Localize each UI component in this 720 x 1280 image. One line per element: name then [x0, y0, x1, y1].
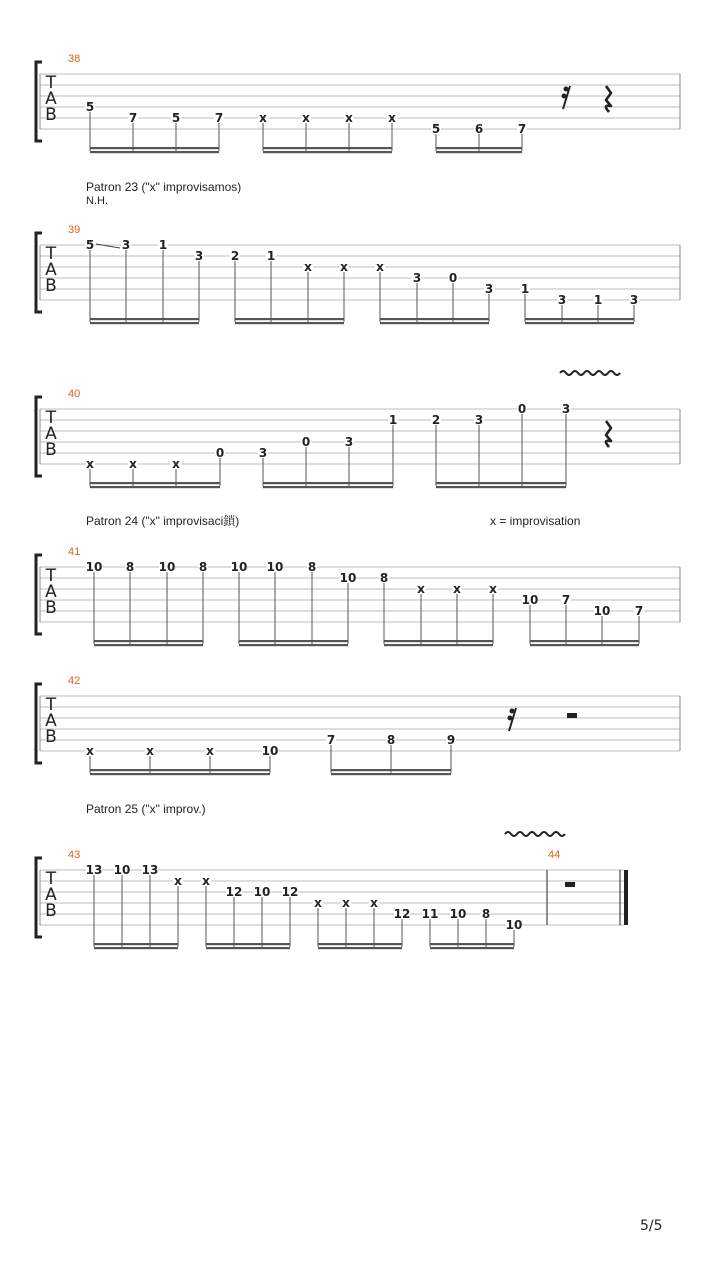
- tab-clef-letter: T: [45, 869, 57, 889]
- half-rest-icon: [567, 713, 577, 718]
- fret-number: 8: [379, 571, 389, 585]
- fret-number: 1: [266, 249, 276, 263]
- beam: [90, 769, 270, 771]
- beam: [436, 151, 522, 153]
- beam: [90, 151, 219, 153]
- fret-number: 10: [230, 560, 248, 574]
- page-number: 5/5: [640, 1218, 663, 1234]
- fret-number: 10: [505, 918, 523, 932]
- fret-number: x: [314, 896, 322, 910]
- fret-number: x: [417, 582, 425, 596]
- fret-number: x: [86, 744, 94, 758]
- beam: [380, 322, 489, 324]
- beam: [530, 644, 639, 646]
- beam: [90, 318, 199, 320]
- beam: [206, 947, 290, 949]
- fret-number: 10: [449, 907, 467, 921]
- fret-number: x: [388, 111, 396, 125]
- beam: [94, 947, 178, 949]
- sixteenth-rest-icon: [564, 87, 569, 92]
- fret-number: x: [86, 457, 94, 471]
- section-label: Patron 25 ("x" improv.): [86, 802, 206, 816]
- legend-note: x = improvisation: [490, 514, 581, 528]
- fret-number: x: [259, 111, 267, 125]
- beam: [384, 644, 493, 646]
- fret-number: 0: [301, 435, 311, 449]
- beam: [94, 644, 203, 646]
- beam: [384, 640, 493, 642]
- quarter-rest-icon: [606, 86, 611, 112]
- tab-clef-letter: T: [45, 695, 57, 715]
- fret-number: 7: [517, 122, 527, 136]
- fret-number: 7: [128, 111, 138, 125]
- vibrato-icon: [505, 832, 565, 836]
- sixteenth-rest-icon: [508, 716, 513, 721]
- beam: [525, 322, 634, 324]
- fret-number: 12: [281, 885, 299, 899]
- beam: [318, 943, 402, 945]
- quarter-rest-icon: [606, 421, 611, 447]
- final-barline: [624, 870, 628, 925]
- beam: [530, 640, 639, 642]
- fret-number: 10: [261, 744, 279, 758]
- fret-number: 0: [215, 446, 225, 460]
- fret-number: x: [345, 111, 353, 125]
- fret-number: 10: [593, 604, 611, 618]
- fret-number: 10: [339, 571, 357, 585]
- fret-number: 6: [474, 122, 484, 136]
- beam: [263, 147, 392, 149]
- fret-number: x: [342, 896, 350, 910]
- tab-clef-letter: B: [45, 440, 57, 460]
- fret-number: 2: [431, 413, 441, 427]
- bar-number: 40: [68, 388, 81, 400]
- beam: [263, 486, 393, 488]
- fret-number: 1: [388, 413, 398, 427]
- fret-number: 8: [386, 733, 396, 747]
- fret-number: 3: [344, 435, 354, 449]
- tab-clef-letter: A: [45, 582, 57, 602]
- beam: [525, 318, 634, 320]
- beam: [90, 147, 219, 149]
- fret-number: 3: [474, 413, 484, 427]
- tab-clef-letter: A: [45, 885, 57, 905]
- beam: [380, 318, 489, 320]
- beam: [263, 151, 392, 153]
- fret-number: 12: [393, 907, 411, 921]
- beam: [94, 943, 178, 945]
- fret-number: 10: [85, 560, 103, 574]
- tab-clef-letter: T: [45, 73, 57, 93]
- bar-number: 43: [68, 849, 81, 861]
- tab-clef-letter: A: [45, 424, 57, 444]
- fret-number: 10: [113, 863, 131, 877]
- beam: [206, 943, 290, 945]
- tab-clef-letter: A: [45, 260, 57, 280]
- fret-number: 8: [198, 560, 208, 574]
- fret-number: x: [202, 874, 210, 888]
- bar-number: 38: [68, 53, 81, 65]
- fret-number: 5: [85, 238, 95, 252]
- section-label: Patron 23 ("x" improvisamos): [86, 180, 242, 194]
- fret-number: 3: [629, 293, 639, 307]
- fret-number: 5: [171, 111, 181, 125]
- fret-number: x: [340, 260, 348, 274]
- beam: [90, 773, 270, 775]
- fret-number: 7: [561, 593, 571, 607]
- beam: [235, 318, 344, 320]
- fret-number: x: [129, 457, 137, 471]
- fret-number: 3: [121, 238, 131, 252]
- tab-clef-letter: B: [45, 727, 57, 747]
- fret-number: 13: [85, 863, 103, 877]
- fret-number: x: [489, 582, 497, 596]
- tab-clef-letter: T: [45, 244, 57, 264]
- technique-label: N.H.: [86, 195, 108, 207]
- fret-number: 1: [520, 282, 530, 296]
- fret-number: x: [376, 260, 384, 274]
- fret-number: 13: [141, 863, 159, 877]
- beam: [430, 943, 514, 945]
- fret-number: 10: [158, 560, 176, 574]
- fret-number: x: [206, 744, 214, 758]
- section-label: Patron 24 ("x" improvisaci鎖): [86, 514, 240, 528]
- fret-number: 7: [214, 111, 224, 125]
- beam: [235, 322, 344, 324]
- fret-number: 8: [125, 560, 135, 574]
- tab-clef-letter: B: [45, 598, 57, 618]
- bar-number: 41: [68, 546, 81, 558]
- tab-clef-letter: T: [45, 408, 57, 428]
- beam: [239, 644, 348, 646]
- fret-number: 3: [412, 271, 422, 285]
- fret-number: x: [453, 582, 461, 596]
- bar-number: 42: [68, 675, 81, 687]
- tab-clef-letter: A: [45, 711, 57, 731]
- beam: [436, 147, 522, 149]
- fret-number: x: [146, 744, 154, 758]
- fret-number: 2: [230, 249, 240, 263]
- beam: [90, 322, 199, 324]
- fret-number: 11: [421, 907, 439, 921]
- fret-number: 12: [225, 885, 243, 899]
- tab-clef-letter: A: [45, 89, 57, 109]
- sixteenth-rest-icon: [510, 709, 515, 714]
- sixteenth-rest-icon: [562, 94, 567, 99]
- fret-number: 10: [521, 593, 539, 607]
- beam: [90, 486, 220, 488]
- beam: [331, 769, 451, 771]
- fret-number: 8: [307, 560, 317, 574]
- fret-number: 5: [431, 122, 441, 136]
- tab-clef-letter: T: [45, 566, 57, 586]
- beam: [331, 773, 451, 775]
- fret-number: 3: [258, 446, 268, 460]
- beam: [436, 482, 566, 484]
- beam: [239, 640, 348, 642]
- fret-number: 1: [158, 238, 168, 252]
- beam: [430, 947, 514, 949]
- fret-number: x: [304, 260, 312, 274]
- bar-number: 39: [68, 224, 81, 236]
- fret-number: 3: [484, 282, 494, 296]
- fret-number: 7: [634, 604, 644, 618]
- fret-number: x: [172, 457, 180, 471]
- tab-clef-letter: B: [45, 901, 57, 921]
- fret-number: x: [174, 874, 182, 888]
- fret-number: x: [302, 111, 310, 125]
- fret-number: 0: [448, 271, 458, 285]
- fret-number: 9: [446, 733, 456, 747]
- vibrato-icon: [560, 371, 620, 375]
- beam: [94, 640, 203, 642]
- tab-clef-letter: B: [45, 105, 57, 125]
- fret-number: 7: [326, 733, 336, 747]
- fret-number: 3: [561, 402, 571, 416]
- fret-number: 1: [593, 293, 603, 307]
- beam: [436, 486, 566, 488]
- beam: [263, 482, 393, 484]
- fret-number: 3: [194, 249, 204, 263]
- fret-number: 10: [253, 885, 271, 899]
- fret-number: 10: [266, 560, 284, 574]
- fret-number: x: [370, 896, 378, 910]
- tab-clef-letter: B: [45, 276, 57, 296]
- fret-number: 8: [481, 907, 491, 921]
- fret-number: 3: [557, 293, 567, 307]
- fret-number: 0: [517, 402, 527, 416]
- bar-number: 44: [548, 849, 561, 861]
- beam: [90, 482, 220, 484]
- half-rest-icon: [565, 882, 575, 887]
- fret-number: 5: [85, 100, 95, 114]
- beam: [318, 947, 402, 949]
